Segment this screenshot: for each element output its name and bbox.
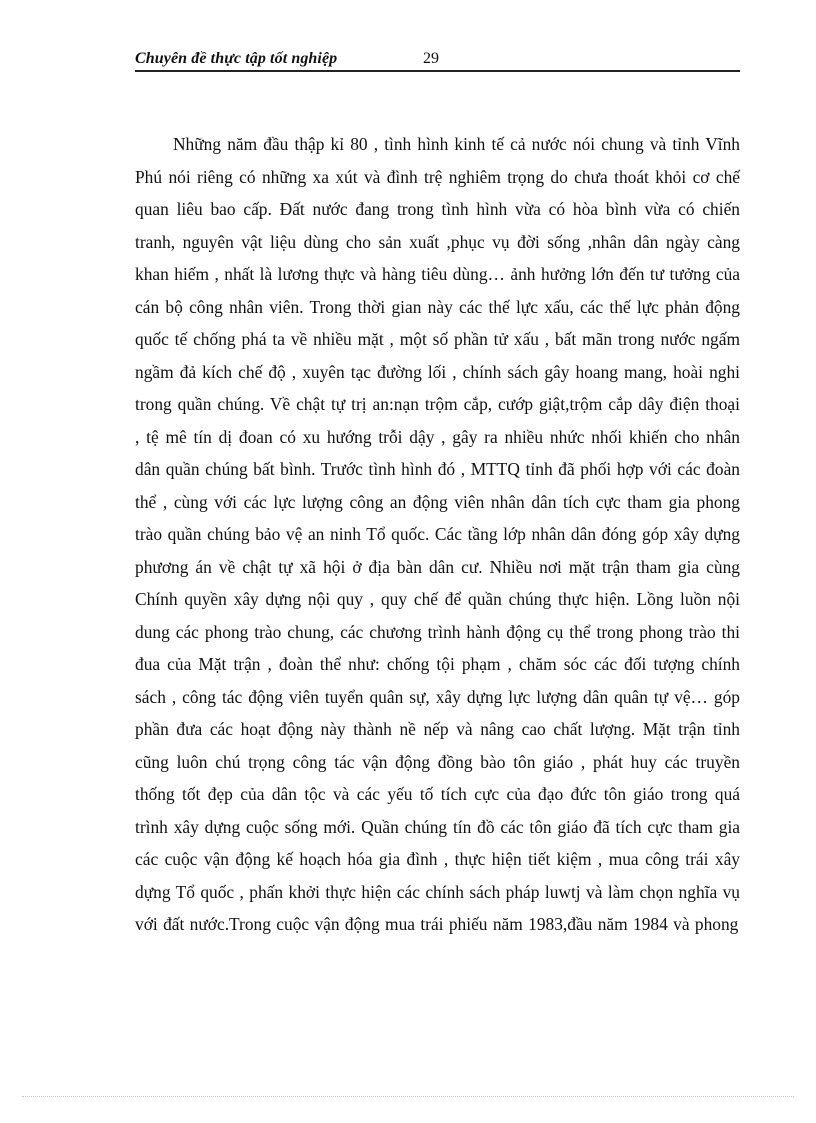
page-header: [135, 48, 740, 72]
body-paragraph: Những năm đầu thập kỉ 80 , tình hình kinh tế cả nước nói chung và tỉnh Vĩnh Phú nói riêng có những xa xút và đình trệ nghiêm trọng do chưa thoát khỏi cơ chế quan liêu bao cấp. Đất nước đang trong tình hình vừa có hòa bình vừa có chiến tranh, nguyên vật liệu dùng cho sản xuất ,phục vụ đời sống ,nhân dân ngày càng khan hiếm , nhất là lương thực và hàng tiêu dùng… ảnh hưởng lớn đến tư tưởng của cán bộ công nhân viên. Trong thời gian này các thế lực xấu, các thế lực phản động quốc tế chống phá ta về nhiều mặt , một số phần tử xấu , bất mãn trong nước ngấm ngầm đả kích chế độ , xuyên tạc đường lối , chính sách gây hoang mang, hoài nghi trong quần chúng. Về chật tự trị an:nạn trộm cắp, cướp giật,trộm cắp dây điện thoại , tệ mê tín dị đoan có xu hướng trỗi dậy , gây ra nhiều nhức nhối khiến cho nhân dân quần chúng bất bình. Trước tình hình đó , MTTQ tỉnh đã phối hợp với các đoàn thể , cùng với các lực lượng công an động viên nhân dân tích cực tham gia phong trào quần chúng bảo vệ an ninh Tổ quốc. Các tầng lớp nhân dân đóng góp xây dựng phương án về chật tự xã hội ở địa bàn dân cư. Nhiều nơi mặt trận tham gia cùng Chính quyền xây dựng nội quy , quy chế để quần chúng thực hiện. Lồng luồn nội dung các phong trào chung, các chương trình hành động cụ thể trong phong trào thi đua của Mặt trận , đoàn thể như: chống tội phạm , chăm sóc các đối tượng chính sách , công tác động viên tuyển quân sự, xây dựng lực lượng dân quân tự vệ… góp phần đưa các hoạt động này thành nề nếp và nâng cao chất lượng. Mặt trận tỉnh cũng luôn chú trọng công tác vận động đồng bào tôn giáo , phát huy các truyền thống tốt đẹp của dân tộc và các yếu tố tích cực của đạo đức tôn giáo trong quá trình xây dựng cuộc sống mới. Quần chúng tín đồ các tôn giáo đã tích cực tham gia các cuộc vận động kế hoạch hóa gia đình , thực hiện tiết kiệm , mua công trái xây dựng Tổ quốc , phấn khởi thực hiện các chính sách pháp luwtj và làm chọn nghĩa vụ với đất nước.Trong cuộc vận động mua trái phiếu năm 1983,đầu năm 1984 và phong: [135, 134, 740, 934]
footer-divider: [22, 1096, 794, 1097]
page-number: 29: [423, 50, 439, 67]
header-title: Chuyên đề thực tập tốt nghiệp: [135, 50, 338, 67]
